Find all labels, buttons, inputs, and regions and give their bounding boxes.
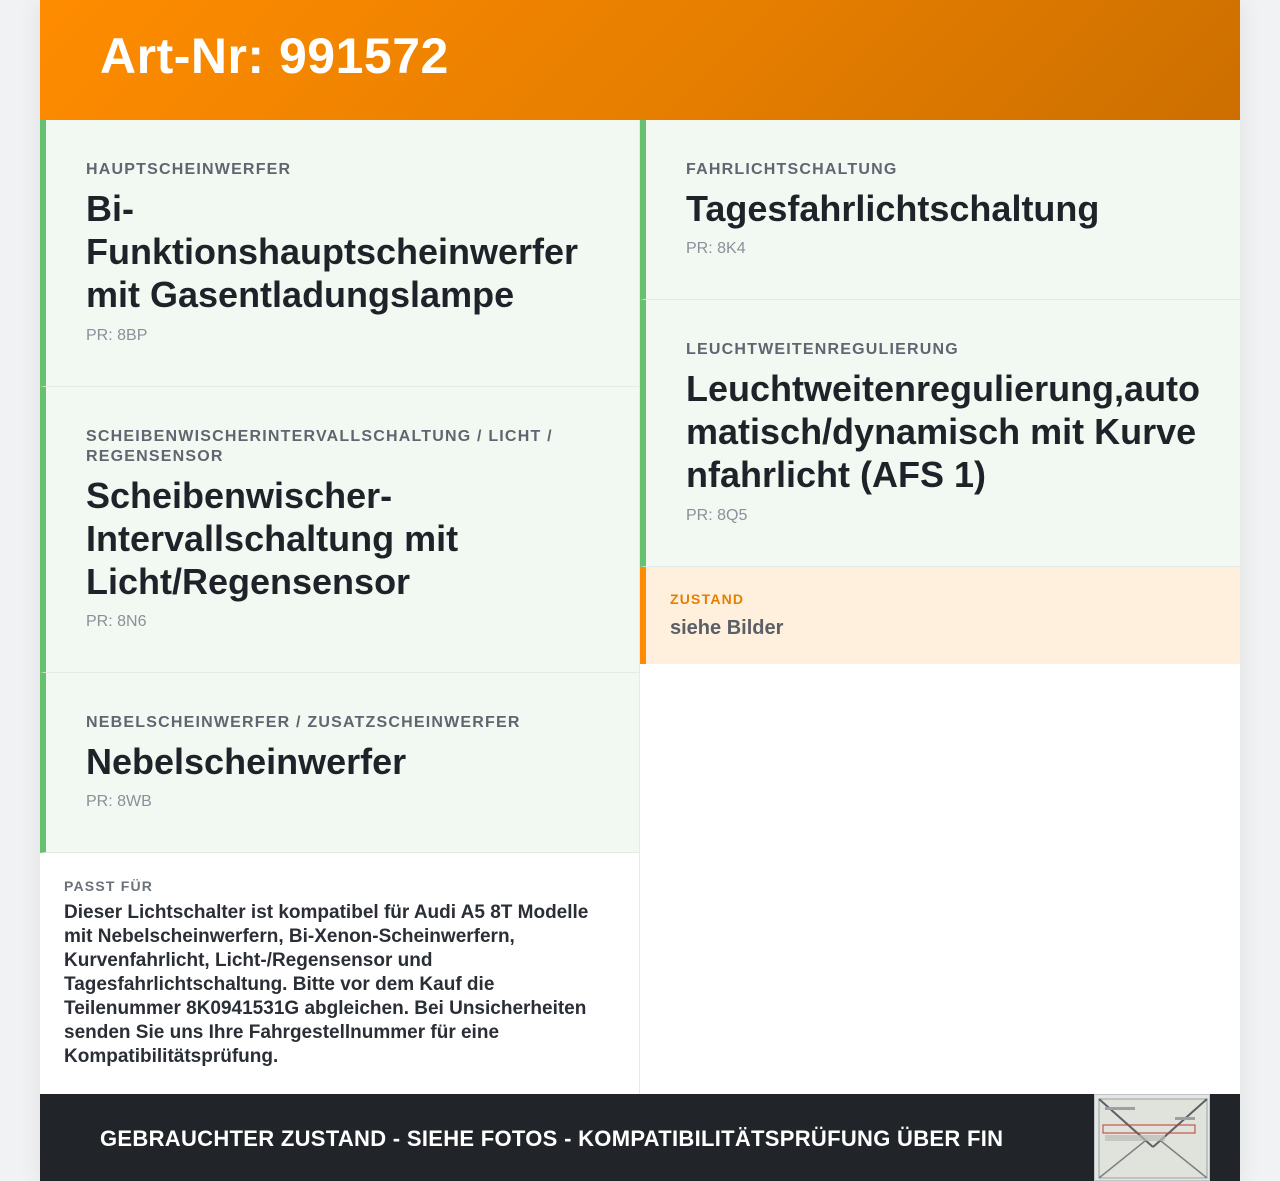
- compatibility-label: PASST FÜR: [64, 878, 154, 894]
- feature-category: NEBELSCHEINWERFER / ZUSATZSCHEINWERFER: [86, 714, 521, 731]
- footer-bar: [40, 1094, 1240, 1181]
- right-column: [640, 120, 1240, 664]
- document-thumbnail-image: [1094, 1094, 1210, 1181]
- feature-card-wiper: [40, 387, 639, 673]
- feature-card-headlights: [40, 120, 639, 387]
- listing-page: [40, 0, 1240, 1181]
- article-number-title: Art-Nr: 991572: [100, 28, 449, 84]
- feature-pr-code: PR: 8K4: [686, 240, 746, 257]
- feature-pr-code: PR: 8WB: [86, 793, 152, 810]
- feature-category: SCHEIBENWISCHERINTERVALLSCHALTUNG / LICHT / REGENSENSOR: [86, 428, 553, 465]
- feature-card-foglights: [40, 673, 639, 853]
- feature-pr-code: PR: 8Q5: [686, 507, 748, 524]
- registration-document-picture: [1095, 1095, 1210, 1181]
- feature-value: Scheibenwischer-Intervallschaltung mit Licht/Regensensor: [86, 475, 459, 602]
- feature-value: Nebelscheinwerfer: [86, 741, 407, 782]
- feature-pr-code: PR: 8N6: [86, 613, 147, 630]
- condition-text: siehe Bilder: [670, 617, 784, 639]
- compatibility-section: [40, 853, 639, 1094]
- feature-category: LEUCHTWEITENREGULIERUNG: [686, 341, 959, 358]
- footer-text: GEBRAUCHTER ZUSTAND - SIEHE FOTOS - KOMPATIBILITÄTSPRÜFUNG ÜBER FIN: [100, 1126, 1004, 1151]
- condition-box: [640, 567, 1240, 664]
- feature-category: FAHRLICHTSCHALTUNG: [686, 161, 898, 178]
- feature-category: HAUPTSCHEINWERFER: [86, 161, 292, 178]
- feature-card-daylight: [640, 120, 1240, 300]
- feature-value: Bi-Funktionshauptscheinwerfer mit Gasentladungslampe: [86, 188, 579, 315]
- condition-label: ZUSTAND: [670, 591, 745, 607]
- feature-value: Leuchtweitenregulierung,automatisch/dynamisch mit Kurvenfahrlicht (AFS 1): [686, 368, 1201, 495]
- feature-pr-code: PR: 8BP: [86, 327, 148, 344]
- feature-value: Tagesfahrlichtschaltung: [686, 188, 1100, 229]
- header-banner: [40, 0, 1240, 120]
- compatibility-text: Dieser Lichtschalter ist kompatibel für Audi A5 8T Modelle mit Nebelscheinwerfern, Bi-Xenon-Scheinwerfern, Kurvenfahrlicht, Licht-/Regensensor und Tagesfahrlichtschaltung. Bitte vor dem Kauf die Teilenummer 8K0941531G abgleichen. Bei Unsicherheiten senden Sie uns Ihre Fahrgestellnummer für eine Kompatibilitätsprüfung.: [64, 902, 589, 1067]
- feature-card-leveling: [640, 300, 1240, 567]
- left-column: [40, 120, 639, 1094]
